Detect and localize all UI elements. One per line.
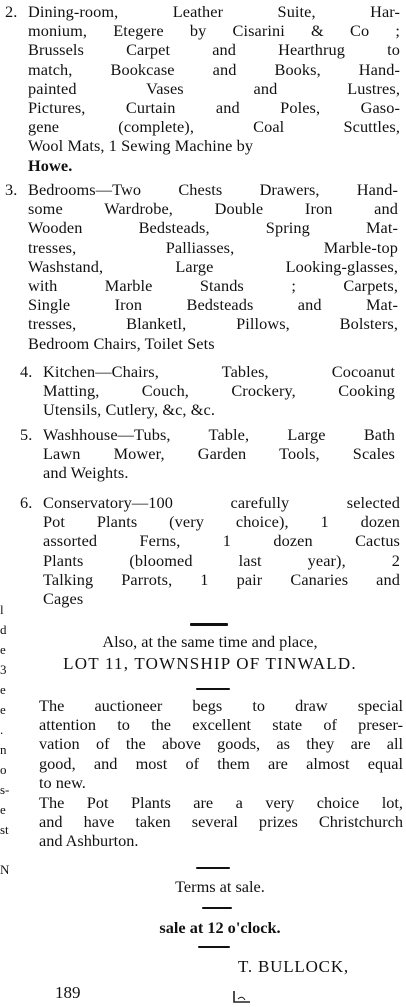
left-fragment-char: 3 (0, 662, 7, 677)
item-lines (43, 493, 400, 608)
text-line: Bedrooms—Two Chests Drawers, Hand- (28, 180, 398, 199)
text-line: Conservatory—100 carefully selected (43, 493, 400, 512)
item-number: 6. (20, 493, 33, 512)
section-divider (190, 623, 228, 626)
left-column-fragment (0, 600, 12, 1000)
left-fragment-char: st (0, 822, 9, 837)
text-line: some Wardrobe, Double Iron and (28, 199, 398, 219)
item-bold-tail: Howe. (28, 155, 73, 175)
text-line: Pot Plants (very choice), 1 dozen (43, 512, 400, 532)
text-line: and Ashburton. (39, 831, 139, 851)
signature-mark (230, 989, 280, 1005)
notice-lines (21, 696, 403, 792)
text-line: Bedroom Chairs, Toilet Sets (28, 333, 215, 353)
text-line: Brussels Carpet and Hearthrug to (28, 40, 400, 60)
text-line: tresses, Palliasses, Marble-top (28, 237, 398, 257)
left-fragment-char: e (0, 642, 6, 657)
left-fragment-char: e (0, 682, 6, 697)
text-line: Dining-room, Leather Suite, Har- (28, 2, 400, 21)
text-line: Utensils, Cutlery, &c, &c. (43, 400, 216, 420)
item-number: 4. (20, 362, 33, 381)
left-fragment-char: l (0, 602, 4, 617)
text-line: good, and most of them are almost equal (39, 753, 403, 773)
left-fragment-char: N (0, 862, 10, 877)
text-line: and have taken several prizes Christchurch (39, 812, 403, 832)
text-line: to new. (39, 772, 86, 792)
text-line: and Weights. (43, 463, 129, 483)
text-line: Talking Parrots, 1 pair Canaries and (43, 569, 400, 589)
lot-item-3 (5, 180, 398, 353)
text-line: Wool Mats, 1 Sewing Machine by (28, 136, 254, 156)
text-line: painted Vases and Lustres, (28, 78, 400, 98)
text-line: Pictures, Curtain and Poles, Gaso- (28, 98, 400, 118)
lot-item-4 (20, 362, 395, 420)
text-line: gene (complete), Coal Scuttles, (28, 117, 400, 137)
item-lines (28, 2, 400, 156)
text-line: Wooden Bedsteads, Spring Mat- (28, 218, 398, 238)
section-divider (198, 946, 230, 948)
also-line: Also, at the same time and place, (102, 632, 318, 651)
left-fragment-char (0, 840, 12, 860)
item-lines (28, 180, 398, 353)
item-lines (43, 362, 395, 420)
left-fragment-char: s- (0, 782, 10, 797)
text-line: assorted Ferns, 1 dozen Cactus (43, 531, 400, 551)
text-line: Washhouse—Tubs, Table, Large Bath (43, 425, 395, 444)
item-number: 5. (20, 425, 33, 444)
lot-item-5 (20, 425, 395, 483)
left-fragment-char: e (0, 802, 6, 817)
pot-plants-notice (21, 793, 403, 851)
lot-item-2 (5, 2, 400, 175)
text-line: Washstand, Large Looking-glasses, (28, 256, 398, 276)
left-fragment-char: e (0, 702, 6, 717)
notice-lines (21, 793, 403, 851)
auctioneer-name: T. BULLOCK, (238, 957, 349, 976)
text-line: with Marble Stands ; Carpets, (28, 276, 398, 296)
text-line: match, Bookcase and Books, Hand- (28, 59, 400, 79)
section-divider (196, 688, 230, 690)
left-fragment-char: d (0, 622, 7, 637)
terms-line: Terms at sale. (175, 877, 265, 896)
text-line: attention to the excellent state of preser- (39, 715, 403, 735)
sale-time: sale at 12 o'clock. (159, 918, 281, 937)
page-footer-number: 189 (55, 983, 81, 1002)
section-divider (202, 907, 232, 909)
text-line: Single Iron Bedsteads and Mat- (28, 295, 398, 315)
lot-item-6 (20, 493, 400, 609)
text-line: The auctioneer begs to draw special (39, 696, 403, 715)
left-fragment-char: n (0, 742, 7, 757)
auctioneer-notice (21, 696, 403, 792)
text-line: The Pot Plants are a very choice lot, (39, 793, 403, 812)
text-line: tresses, Blanketl, Pillows, Bolsters, (28, 314, 398, 334)
lot-heading: LOT 11, TOWNSHIP OF TINWALD. (63, 654, 357, 673)
text-line: Matting, Couch, Crockery, Cooking (43, 381, 395, 401)
text-line: Kitchen—Chairs, Tables, Cocoanut (43, 362, 395, 381)
text-line: Plants (bloomed last year), 2 (43, 550, 400, 570)
item-number: 3. (5, 180, 18, 199)
item-lines (43, 425, 395, 483)
left-fragment-char: . (0, 722, 4, 737)
text-line: Cages (43, 589, 84, 609)
item-number: 2. (5, 2, 18, 21)
left-fragment-char: o (0, 762, 7, 777)
section-divider (196, 867, 230, 869)
text-line: vation of the above goods, as they are all (39, 734, 403, 754)
text-line: monium, Etegere by Cisarini & Co ; (28, 21, 400, 41)
text-line: Lawn Mower, Garden Tools, Scales (43, 444, 395, 464)
